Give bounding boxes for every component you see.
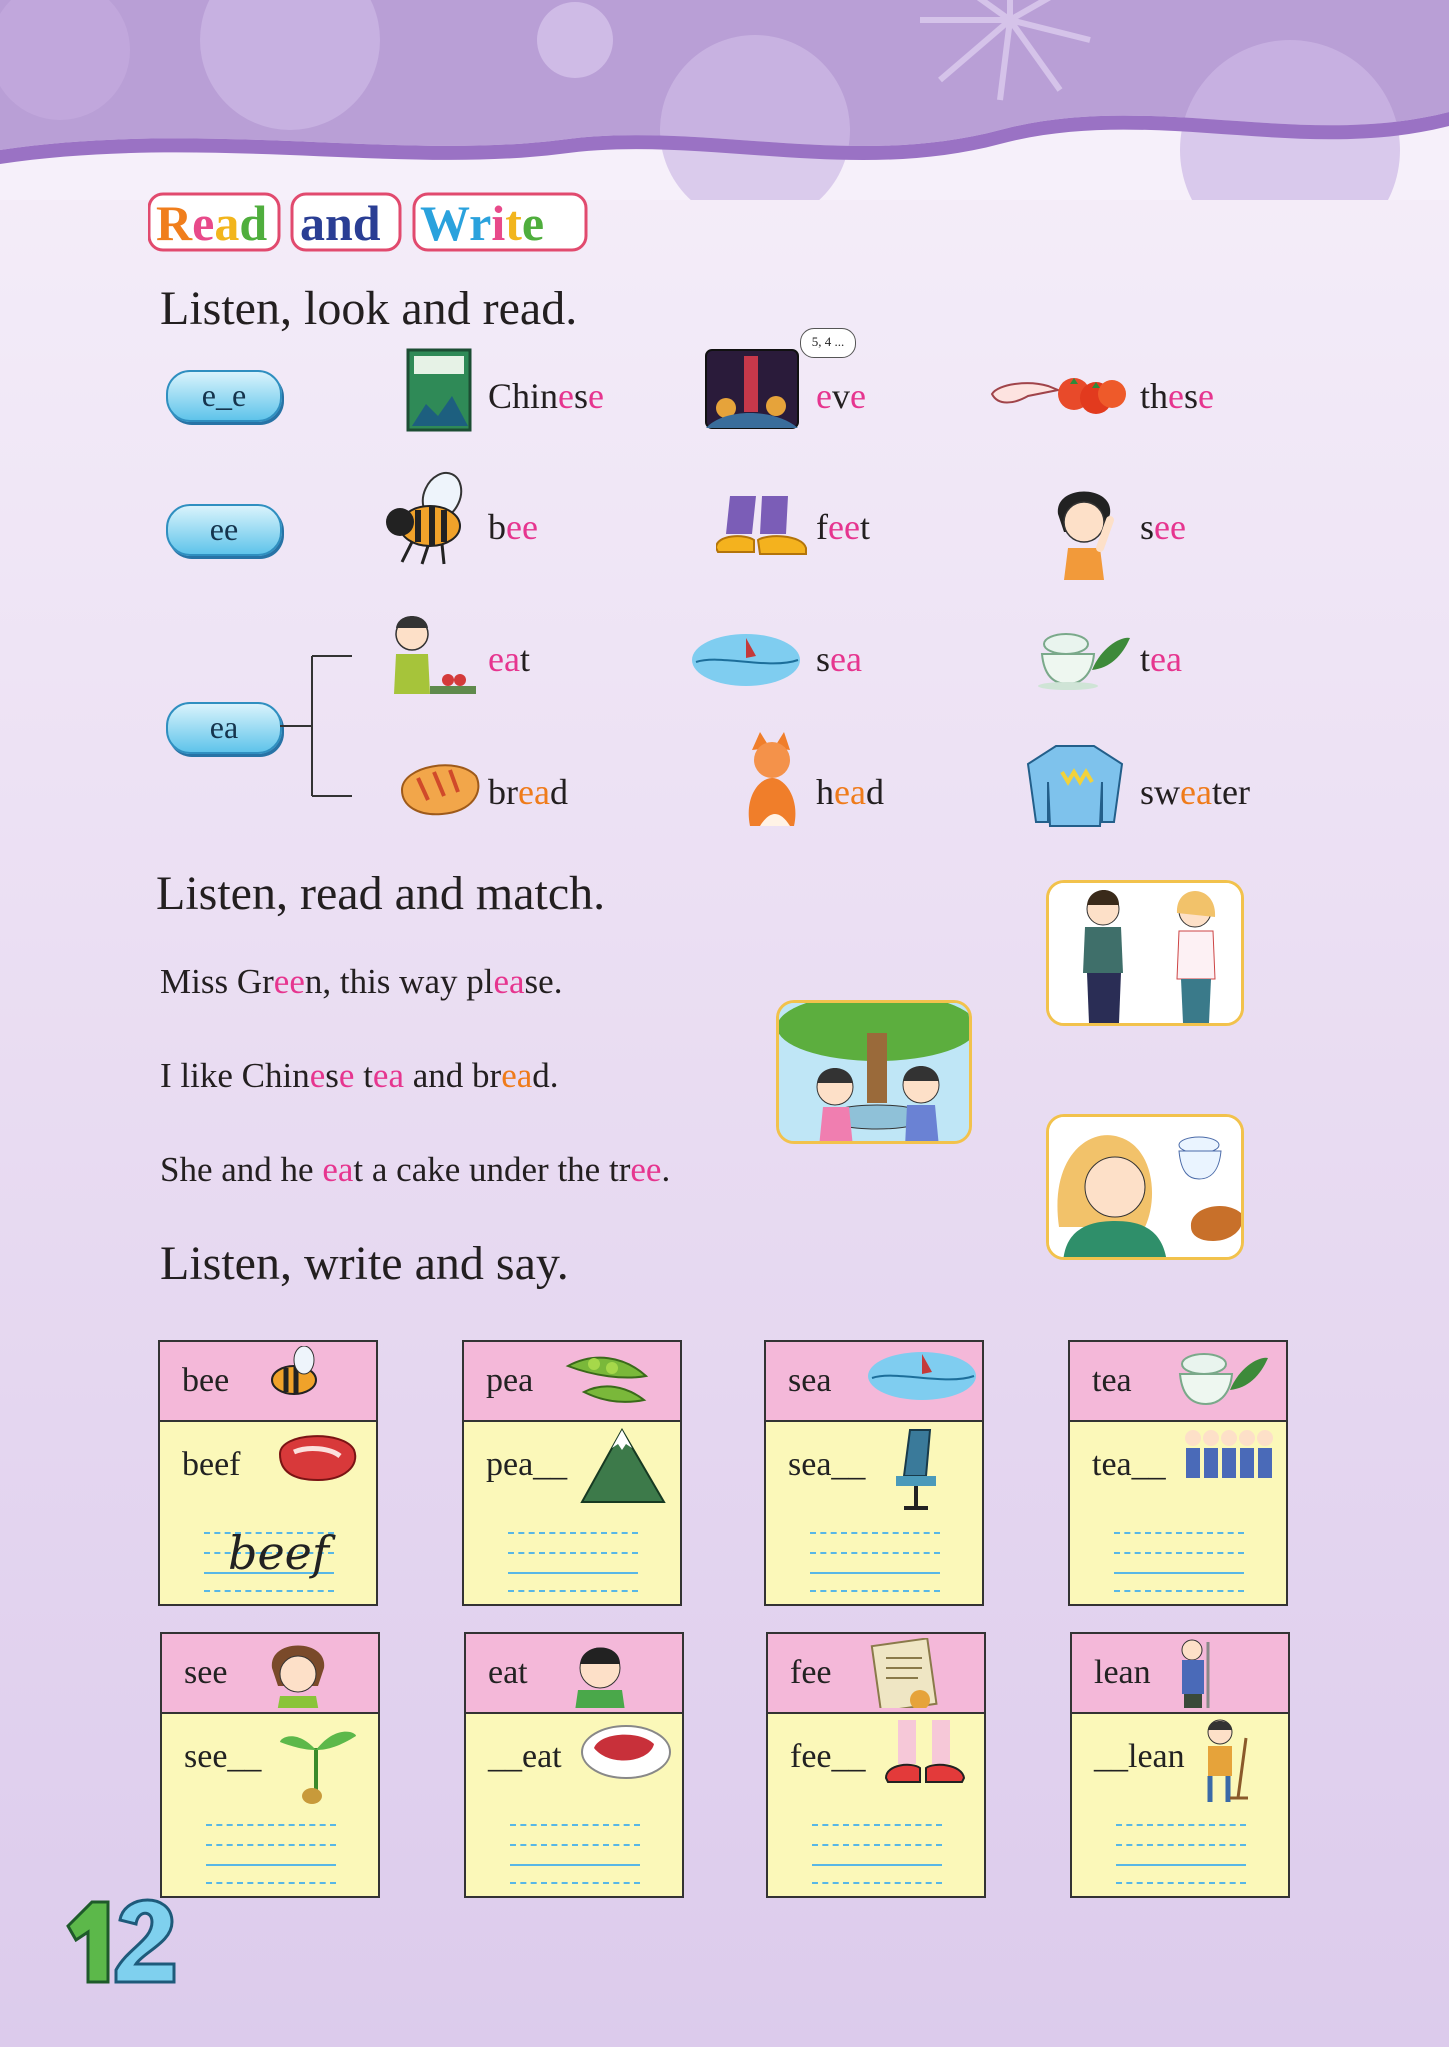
- meat-plate-icon: [580, 1718, 676, 1806]
- bee-icon: [260, 1346, 370, 1416]
- word-card: [1070, 1632, 1290, 1898]
- woman-tea-bread-icon: [1049, 1117, 1244, 1260]
- tea-cup-icon: [1170, 1346, 1280, 1416]
- feet-sneakers-icon: [882, 1718, 978, 1806]
- sentence-fragment: d.: [532, 1056, 559, 1095]
- card-top-word: fee: [790, 1654, 832, 1691]
- girl-looking-icon: [1044, 484, 1124, 580]
- card-bottom-word: tea__: [1092, 1446, 1166, 1483]
- answer-field[interactable]: [206, 1814, 336, 1886]
- kids-under-tree-icon: [779, 1003, 972, 1144]
- word-sea: sea: [816, 639, 862, 679]
- sentence-fragment: t: [354, 1056, 373, 1095]
- seed-sprout-icon: [276, 1718, 372, 1806]
- picture-kids-under-tree[interactable]: [776, 1000, 972, 1144]
- svg-text:and: and: [300, 195, 381, 251]
- card-bottom-word: __lean: [1094, 1738, 1185, 1775]
- sentence-fragment: ee: [273, 962, 305, 1001]
- sea-icon: [866, 1346, 976, 1416]
- section-heading-read-match: Listen, read and match.: [156, 867, 606, 920]
- match-sentence-1: [160, 964, 562, 999]
- clean-girl-broom-icon: [1186, 1718, 1282, 1806]
- boy-eating-icon: [566, 1638, 676, 1708]
- seat-chair-icon: [880, 1426, 976, 1514]
- svg-text:Write: Write: [420, 195, 545, 251]
- card-top-word: lean: [1094, 1654, 1151, 1691]
- word-feet: feet: [816, 507, 870, 547]
- team-players-icon: [1184, 1426, 1280, 1514]
- answer-field[interactable]: [508, 1522, 638, 1594]
- bread-icon: [398, 756, 480, 818]
- boy-eating-icon: [390, 614, 476, 696]
- match-sentence-2: [160, 1058, 559, 1093]
- word-chinese: Chinese: [488, 376, 604, 416]
- word-sweater: sweater: [1140, 772, 1250, 812]
- fox-head-icon: [740, 730, 804, 830]
- word-card: [764, 1340, 984, 1606]
- picture-two-women[interactable]: [1046, 880, 1244, 1026]
- header-banner: [0, 0, 1449, 200]
- answer-field[interactable]: [1114, 1522, 1244, 1594]
- card-top-word: tea: [1092, 1362, 1132, 1399]
- pattern-pill-ee: ee: [166, 504, 282, 556]
- sentence-fragment: ea: [372, 1056, 404, 1095]
- countdown-bubble: 5, 4 ...: [800, 328, 856, 358]
- card-bottom-word: fee__: [790, 1738, 866, 1775]
- sentence-fragment: and br: [404, 1056, 502, 1095]
- match-sentence-3: [160, 1152, 670, 1187]
- sentence-fragment: .: [661, 1150, 671, 1189]
- card-bottom-word: beef: [182, 1446, 241, 1483]
- girl-looking-icon: [262, 1638, 372, 1708]
- sentence-fragment: ea: [493, 962, 525, 1001]
- answer-field[interactable]: [510, 1814, 640, 1886]
- section-heading-look-read: Listen, look and read.: [160, 282, 578, 335]
- card-top-word: bee: [182, 1362, 230, 1399]
- pea-pod-icon: [564, 1346, 674, 1416]
- card-bottom-word: see__: [184, 1738, 262, 1775]
- word-card: [766, 1632, 986, 1898]
- sweater-icon: [1026, 742, 1124, 828]
- two-women-icon: [1049, 883, 1244, 1026]
- chinese-book-icon: [404, 346, 474, 434]
- card-bottom-word: __eat: [488, 1738, 562, 1775]
- sentence-fragment: ea: [501, 1056, 533, 1095]
- sentence-fragment: She and he: [160, 1150, 323, 1189]
- sentence-fragment: se.: [524, 962, 563, 1001]
- tea-cup-icon: [1032, 626, 1132, 690]
- answer-field[interactable]: [1116, 1814, 1246, 1886]
- bee-icon: [382, 470, 482, 566]
- page-number-graphic: [48, 1886, 178, 1986]
- answer-field[interactable]: [812, 1814, 942, 1886]
- sentence-fragment: I like Chin: [160, 1056, 310, 1095]
- pattern-pill-e_e: e_e: [166, 370, 282, 422]
- lean-boy-icon: [1172, 1638, 1282, 1708]
- word-see: see: [1140, 507, 1186, 547]
- answer-field[interactable]: [204, 1522, 334, 1594]
- word-card: [160, 1632, 380, 1898]
- ea-bracket: [278, 650, 358, 800]
- sentence-fragment: ea: [322, 1150, 354, 1189]
- section-heading-write-say: Listen, write and say.: [160, 1237, 569, 1290]
- sentence-fragment: Miss Gr: [160, 962, 274, 1001]
- handwritten-answer: beef: [228, 1526, 329, 1580]
- word-card: [158, 1340, 378, 1606]
- card-top-word: eat: [488, 1654, 528, 1691]
- word-eat: eat: [488, 639, 530, 679]
- word-card: [462, 1340, 682, 1606]
- sentence-fragment: e: [338, 1056, 355, 1095]
- svg-text:Read: Read: [156, 195, 268, 251]
- page-title: [148, 190, 588, 254]
- sentence-fragment: n, this way pl: [304, 962, 494, 1001]
- pattern-pill-ea: ea: [166, 702, 282, 754]
- feet-icon: [716, 494, 808, 558]
- sentence-fragment: s: [325, 1056, 339, 1095]
- mountain-peak-icon: [578, 1426, 674, 1514]
- sentence-fragment: e: [309, 1056, 326, 1095]
- answer-field[interactable]: [810, 1522, 940, 1594]
- card-top-word: see: [184, 1654, 228, 1691]
- pointing-tomatoes-icon: [988, 364, 1128, 420]
- card-top-word: pea: [486, 1362, 534, 1399]
- word-bee: bee: [488, 507, 538, 547]
- sentence-fragment: ee: [630, 1150, 662, 1189]
- word-card: [464, 1632, 684, 1898]
- word-these: these: [1140, 376, 1214, 416]
- sentence-fragment: t a cake under the tr: [353, 1150, 631, 1189]
- card-bottom-word: pea__: [486, 1446, 568, 1483]
- new-year-eve-icon: [704, 348, 800, 430]
- page-number-text: 12: [72, 1982, 73, 1983]
- fee-receipt-icon: [868, 1638, 978, 1708]
- word-tea: tea: [1140, 639, 1182, 679]
- word-eve: eve: [816, 376, 866, 416]
- beef-steak-icon: [274, 1426, 370, 1514]
- card-bottom-word: sea__: [788, 1446, 866, 1483]
- picture-woman-tea-bread[interactable]: [1046, 1114, 1244, 1260]
- card-top-word: sea: [788, 1362, 832, 1399]
- sea-icon: [690, 630, 802, 688]
- read-and-write-logo: [148, 190, 588, 254]
- word-head: head: [816, 772, 884, 812]
- word-bread: bread: [488, 772, 568, 812]
- word-card: [1068, 1340, 1288, 1606]
